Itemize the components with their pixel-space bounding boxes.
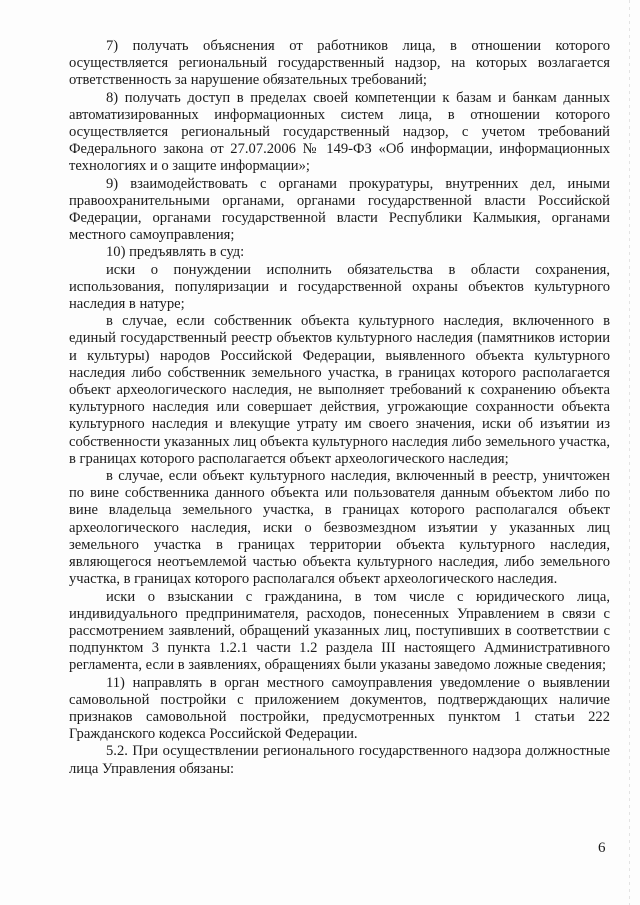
paragraph-lawsuit-expenses: иски о взыскании с гражданина, в том числе с юридического лица, индивидуального предпринимателя, расходов, понесенных Управлением в связи с рассмотрением заявлений, обращений указанных лиц, поступивших в соответствии с подпунктом 3 пункта 1.2.1 части 1.2 раздела III настоящего Административного регламента, если в заявлениях, обращениях были указаны заведомо ложные сведения; <box>69 588 610 674</box>
paragraph-item-11: 11) направлять в орган местного самоуправления уведомление о выявлении самовольной постройки с приложением документов, подтверждающих наличие признаков самовольной постройки, предусмотренных пунктом 1 статьи 222 Гражданского кодекса Российской Федерации. <box>69 674 610 743</box>
paragraph-lawsuit-destroyed: в случае, если объект культурного наследия, включенный в реестр, уничтожен по вине собственника данного объекта или пользователя данным объектом либо по вине владельца земельного участка, в границах которого располагался объект археологического наследия, иски о безвозмездном изъятии у указанных лиц земельного участка в границах территории объекта культурного наследия, являющегося неотъемлемой частью объекта культурного наследия, либо земельного участка, в границах которого располагался объект археологического наследия. <box>69 468 610 588</box>
paragraph-item-7: 7) получать объяснения от работников лица, в отношении которого осуществляется региональный государственный надзор, на которых возлагается ответственность за нарушение обязательных требований; <box>69 38 610 89</box>
paragraph-item-8: 8) получать доступ в пределах своей компетенции к базам и банкам данных автоматизированных информационных систем лица, в отношении которого осуществляется региональный государственный надзор, с учетом требований Федерального закона от 27.07.2006 № 149-ФЗ «Об информации, информационных технологиях и о защите информации»; <box>69 89 610 175</box>
paragraph-item-10: 10) предъявлять в суд: <box>106 244 245 261</box>
paragraph-lawsuit-seizure: в случае, если собственник объекта культурного наследия, включенного в единый государственный реестр объектов культурного наследия (памятников истории и культуры) народов Российской Федерации, выявленного объекта культурного наследия либо собственник земельного участка, в границах которого располагается объект археологического наследия, не выполняет требований к сохранению объекта культурного наследия или совершает действия, угрожающие сохранности объекта культурного наследия и влекущие утрату им своего значения, иски об изъятии из собственности указанных лиц объекта культурного наследия либо земельного участка, в границах которого располагается объект археологического наследия; <box>69 313 610 467</box>
paragraph-section-5-2: 5.2. При осуществлении регионального государственного надзора должностные лица Управления обязаны: <box>69 743 610 777</box>
paragraph-item-9: 9) взаимодействовать с органами прокуратуры, внутренних дел, иными правоохранительными органами, органами государственной власти Российской Федерации, органами государственной власти Республики Калмыкия, органами местного самоуправления; <box>69 175 610 244</box>
paragraph-lawsuit-obligations: иски о понуждении исполнить обязательства в области сохранения, использования, популяризации и государственной охраны объектов культурного наследия в натуре; <box>69 261 610 313</box>
page-number: 6 <box>598 840 606 856</box>
document-body <box>69 38 610 778</box>
scan-edge-decoration <box>629 0 630 905</box>
